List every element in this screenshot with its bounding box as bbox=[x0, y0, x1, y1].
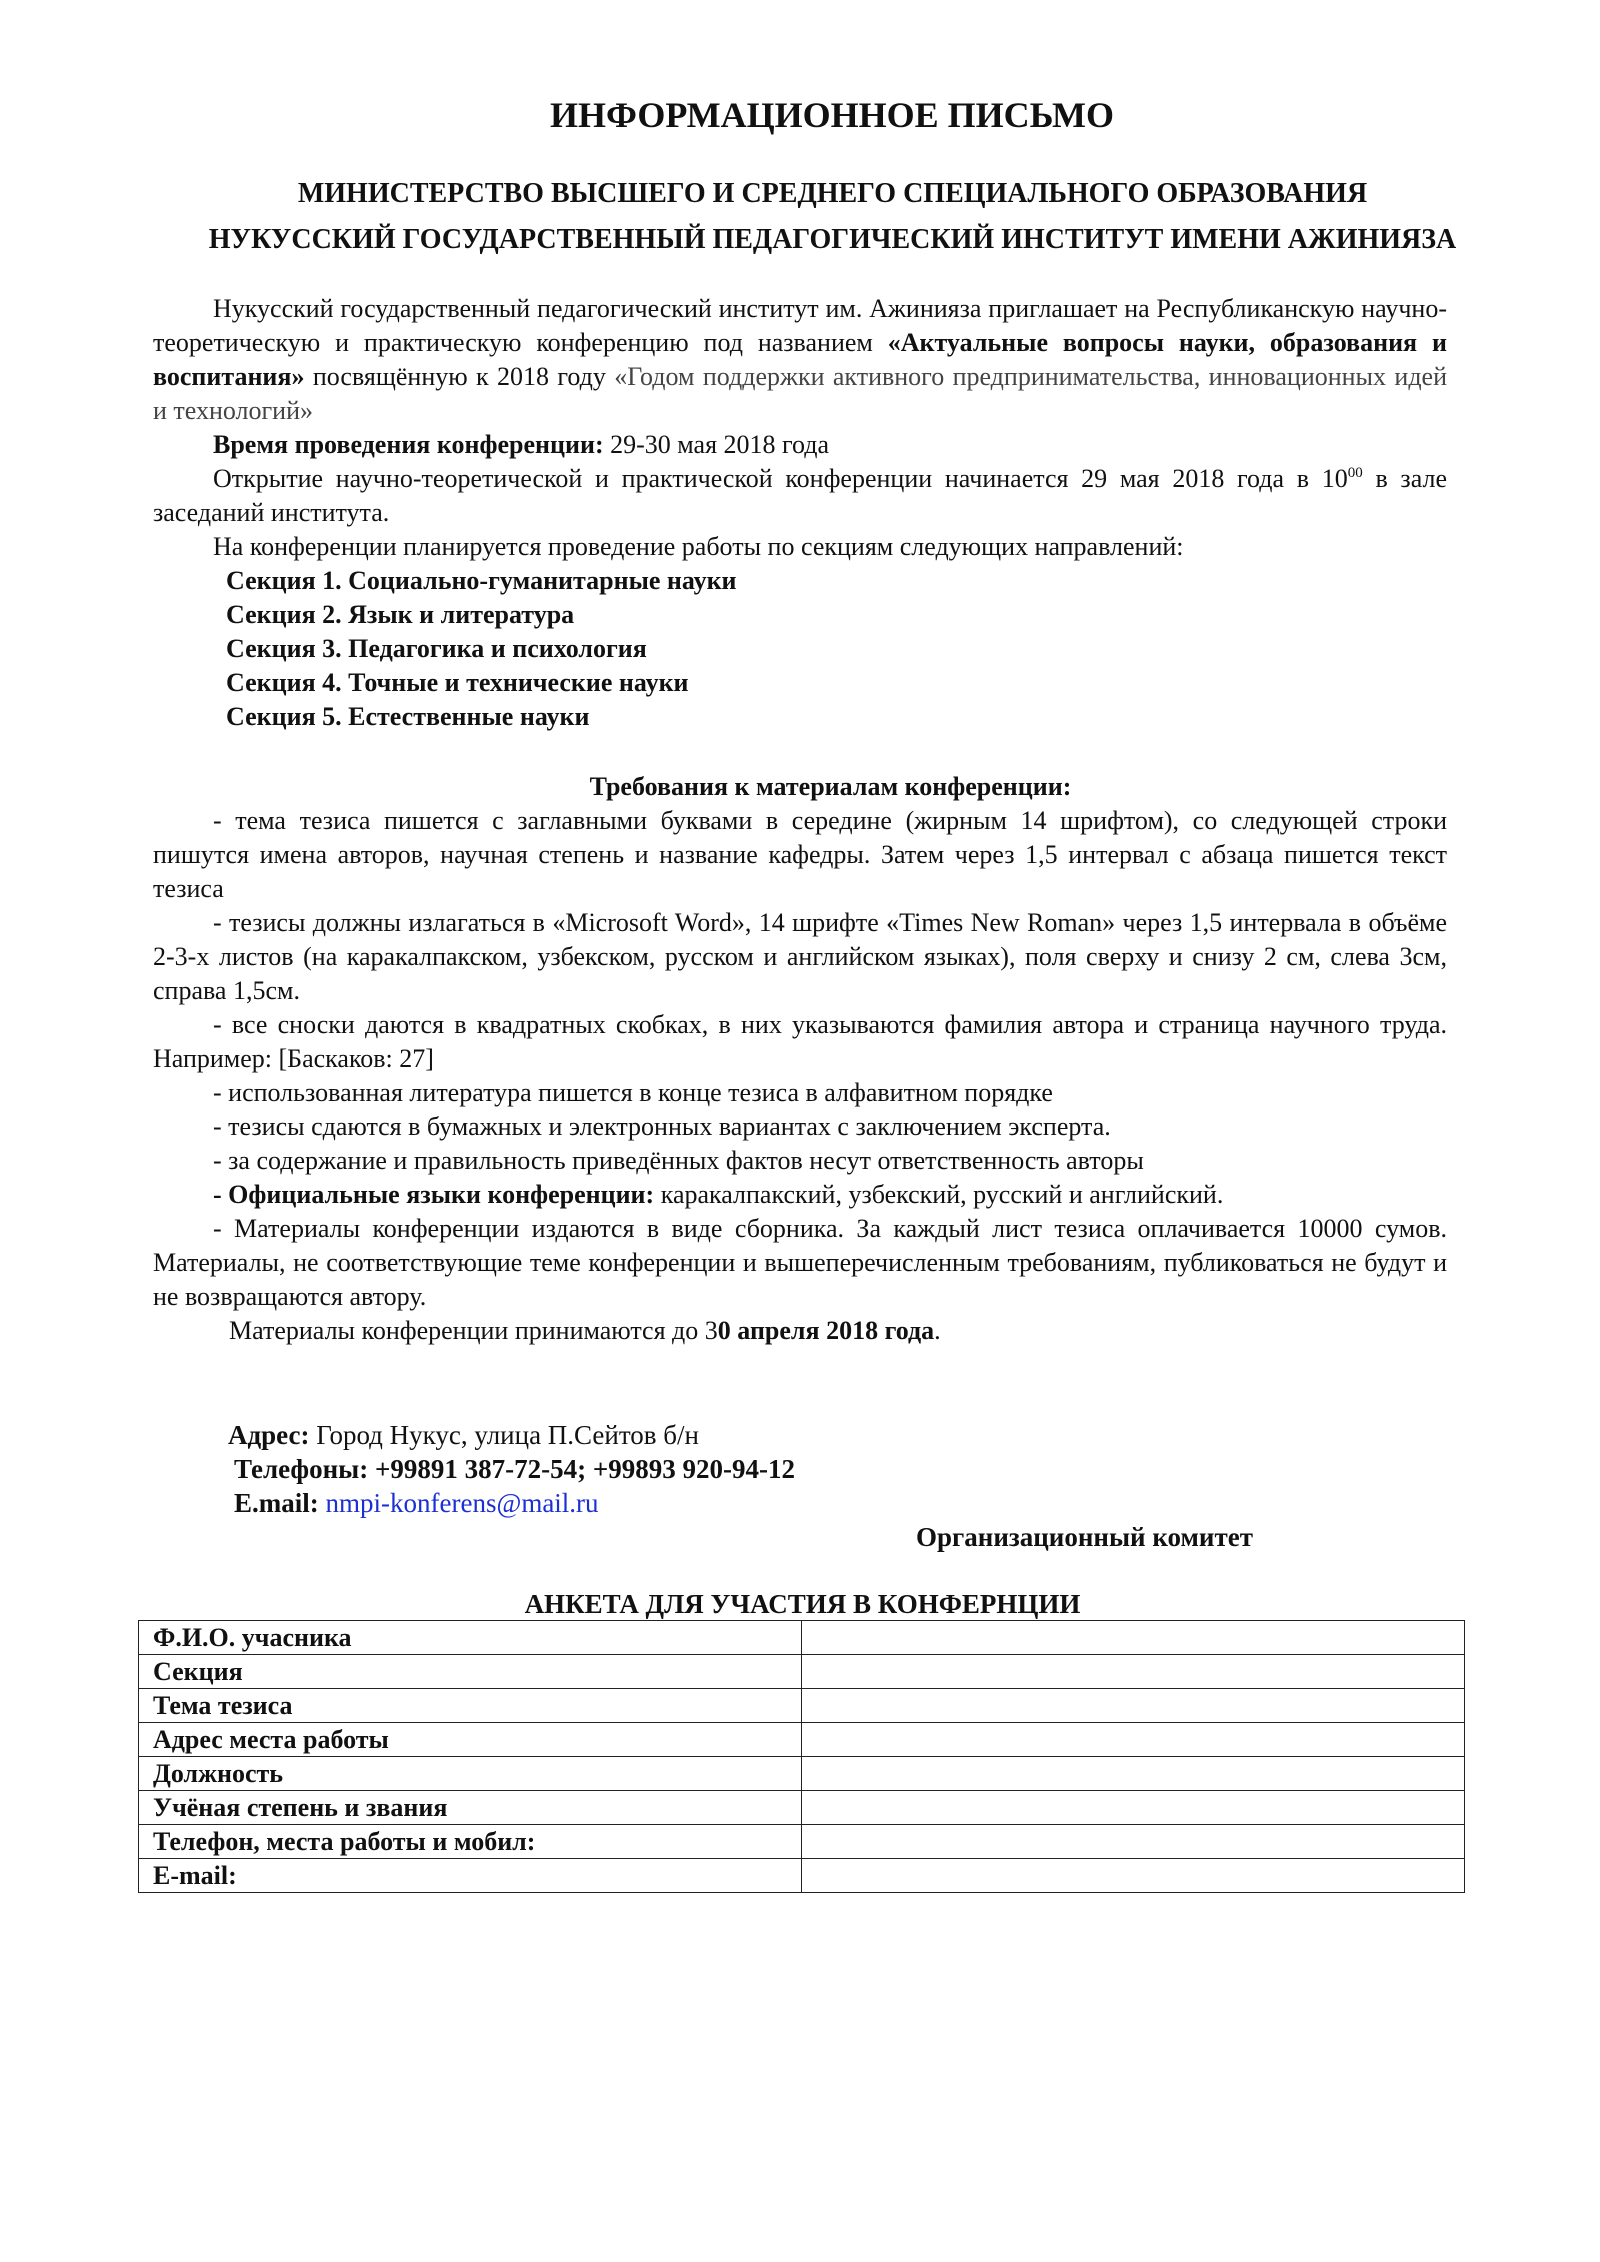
opening-time-sup: 00 bbox=[1347, 465, 1363, 481]
form-label: Тема тезиса bbox=[139, 1689, 802, 1723]
deadline-date: 0 апреля 2018 года bbox=[717, 1316, 935, 1345]
official-languages bbox=[153, 1178, 1447, 1212]
section-item: Секция 4. Точные и технические науки bbox=[226, 668, 689, 697]
form-field[interactable] bbox=[802, 1723, 1465, 1757]
requirement-item: - использованная литература пишется в конце тезиса в алфавитном порядке bbox=[213, 1078, 1053, 1107]
section-item: Секция 5. Естественные науки bbox=[226, 702, 590, 731]
section-item: Секция 3. Педагогика и психология bbox=[226, 634, 647, 663]
organizing-committee: Организационный комитет bbox=[916, 1522, 1253, 1552]
institute-heading: НУКУССКИЙ ГОСУДАРСТВЕННЫЙ ПЕДАГОГИЧЕСКИЙ ИНСТИТУТ ИМЕНИ АЖИНИЯЗА bbox=[208, 224, 1457, 255]
form-field[interactable] bbox=[802, 1655, 1465, 1689]
payment-paragraph: - Материалы конференции издаются в виде сборника. За каждый лист тезиса оплачивается 10000 сумов. Материалы, не соответствующие теме конференции и вышеперечисленным требованиям, публиковаться не будут и не возвращаются автору. bbox=[153, 1214, 1447, 1311]
sections-intro: На конференции планируется проведение работы по секциям следующих направлений: bbox=[213, 532, 1184, 561]
section-item: Секция 1. Социально-гуманитарные науки bbox=[226, 566, 737, 595]
section-item: Секция 2. Язык и литература bbox=[226, 600, 575, 629]
table-row bbox=[139, 1859, 1465, 1893]
form-field[interactable] bbox=[802, 1859, 1465, 1893]
address-value: Город Нукус, улица П.Сейтов б/н bbox=[309, 1420, 699, 1450]
deadline-paragraph bbox=[153, 1314, 1447, 1348]
page-title: ИНФОРМАЦИОННОЕ ПИСЬМО bbox=[549, 95, 1114, 135]
address-label: Адрес: bbox=[228, 1420, 310, 1450]
languages-label: - Официальные языки конференции: bbox=[213, 1180, 655, 1209]
requirement-item: - тезисы должны излагаться в «Microsoft Word», 14 шрифте «Times New Roman» через 1,5 интервала в объёме 2-3-х листов (на каракалпакском, узбекском, русском и английском языках), поля сверху и снизу 2 см, слева 3см, справа 1,5см. bbox=[153, 908, 1447, 1005]
time-value: 29-30 мая 2018 года bbox=[603, 430, 830, 459]
address-line bbox=[228, 1418, 699, 1452]
form-title: АНКЕТА ДЛЯ УЧАСТИЯ В КОНФЕРНЦИИ bbox=[524, 1589, 1081, 1619]
requirements-heading: Требования к материалам конференции: bbox=[589, 772, 1072, 801]
requirement-item: - все сноски даются в квадратных скобках, в них указываются фамилия автора и страница научного труда. Например: [Баскаков: 27] bbox=[153, 1010, 1447, 1073]
email-line bbox=[234, 1486, 599, 1520]
year-theme: «Годом поддержки активного предпринимательства, инновационных идей и технологий» bbox=[153, 362, 1447, 425]
table-row bbox=[139, 1825, 1465, 1859]
form-field[interactable] bbox=[802, 1791, 1465, 1825]
requirement-item: - тема тезиса пишется с заглавными буквами в середине (жирным 14 шрифтом), со следующей строки пишутся имена авторов, научная степень и название кафедры. Затем через 1,5 интервал с абзаца пишется текст тезиса bbox=[153, 806, 1447, 903]
email-link[interactable]: nmpi-konferens@mail.ru bbox=[325, 1488, 599, 1518]
form-field[interactable] bbox=[802, 1757, 1465, 1791]
opening-text: Открытие научно-теоретической и практической конференции начинается 29 мая 2018 года в 10 bbox=[213, 464, 1348, 493]
participation-form-table bbox=[138, 1620, 1465, 1893]
phones-line: Телефоны: +99891 387-72-54; +99893 920-94-12 bbox=[234, 1454, 795, 1484]
form-label: Должность bbox=[139, 1757, 802, 1791]
table-row bbox=[139, 1757, 1465, 1791]
intro-text-after: посвящённую к 2018 году bbox=[304, 362, 615, 391]
form-label: Телефон, места работы и мобил: bbox=[139, 1825, 802, 1859]
requirement-item: - тезисы сдаются в бумажных и электронных вариантах с заключением эксперта. bbox=[213, 1112, 1111, 1141]
intro-text: Нукусский государственный педагогический институт им. Ажинияза приглашает на Республиканскую научно-теоретическую и практическую конференцию под названием bbox=[153, 294, 1447, 357]
opening-paragraph bbox=[153, 462, 1447, 530]
form-label: Ф.И.О. учасника bbox=[139, 1621, 802, 1655]
email-label: E.mail: bbox=[234, 1488, 319, 1518]
time-label: Время проведения конференции: bbox=[213, 430, 604, 459]
deadline-end: . bbox=[934, 1316, 941, 1345]
table-row bbox=[139, 1723, 1465, 1757]
deadline-text: Материалы конференции принимаются до 3 bbox=[229, 1316, 718, 1345]
conference-time bbox=[153, 428, 1447, 462]
form-label: E-mail: bbox=[139, 1859, 802, 1893]
table-row bbox=[139, 1655, 1465, 1689]
intro-paragraph bbox=[153, 292, 1447, 428]
form-field[interactable] bbox=[802, 1621, 1465, 1655]
form-field[interactable] bbox=[802, 1825, 1465, 1859]
form-label: Секция bbox=[139, 1655, 802, 1689]
opening-text-after: в зале заседаний института. bbox=[153, 464, 1447, 527]
conference-name: «Актуальные вопросы науки, образования и воспитания» bbox=[153, 328, 1447, 391]
table-row bbox=[139, 1689, 1465, 1723]
requirement-item: - за содержание и правильность приведённых фактов несут ответственность авторы bbox=[213, 1146, 1144, 1175]
ministry-heading: МИНИСТЕРСТВО ВЫСШЕГО И СРЕДНЕГО СПЕЦИАЛЬНОГО ОБРАЗОВАНИЯ bbox=[297, 178, 1368, 209]
form-field[interactable] bbox=[802, 1689, 1465, 1723]
languages-value: каракалпакский, узбекский, русский и английский. bbox=[654, 1180, 1224, 1209]
table-row bbox=[139, 1621, 1465, 1655]
table-row bbox=[139, 1791, 1465, 1825]
form-label: Учёная степень и звания bbox=[139, 1791, 802, 1825]
form-label: Адрес места работы bbox=[139, 1723, 802, 1757]
